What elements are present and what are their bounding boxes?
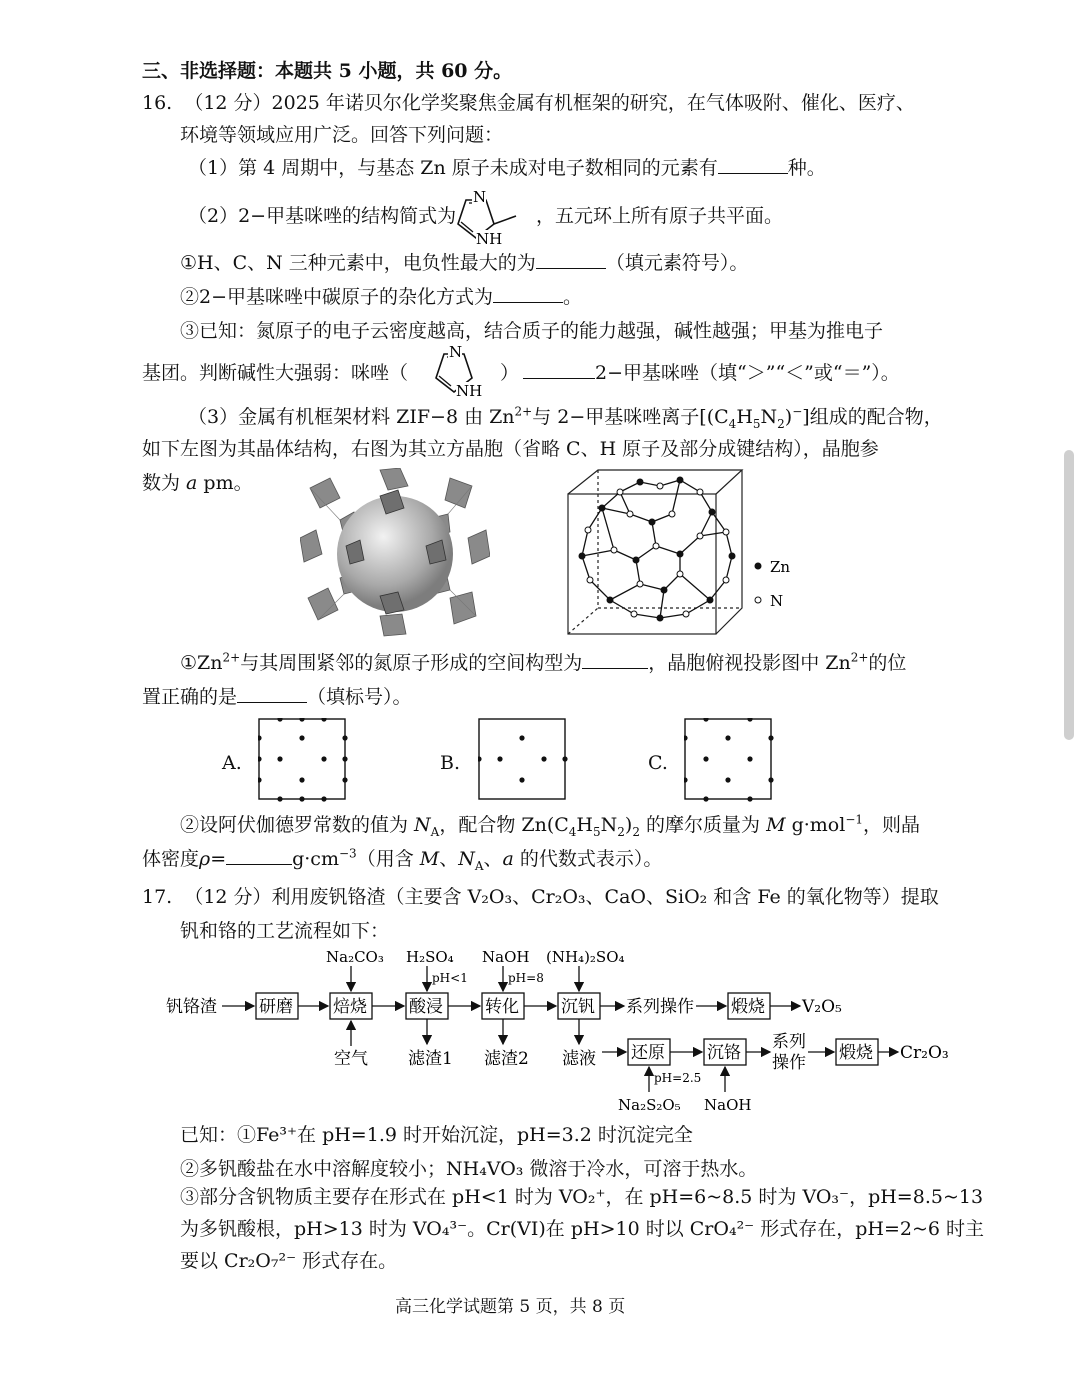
flow-product-v2o5: V₂O₅ [802, 997, 842, 1017]
q16-part1 [188, 155, 826, 181]
q16-part1-text: （1）第 4 周期中，与基态 Zn 原子未成对电子数相同的元素有 [188, 157, 718, 179]
q17-number: 17. [142, 886, 173, 908]
t: ) [624, 814, 633, 836]
flow-series-op-2a: 系列 [772, 1032, 806, 1052]
t: 4 [568, 824, 577, 839]
t: A [430, 824, 440, 839]
flow-series-op-2b: 操作 [772, 1053, 806, 1073]
t: M [419, 848, 440, 870]
flow-box-roast: 焙烧 [333, 997, 367, 1017]
q16-part2-sub3-blank[interactable] [523, 360, 595, 379]
flow-in-air: 空气 [334, 1049, 368, 1069]
q17-known1: 已知：①Fe³⁺在 pH=1.9 时开始沉淀，pH=3.2 时沉淀完全 [180, 1124, 693, 1146]
q16-sub1-blank2[interactable] [237, 684, 307, 703]
unit-cell-diagram [560, 466, 800, 636]
flow-in-nh4so4: (NH₄)₂SO₄ [546, 948, 625, 966]
flow-product-cr2o3: Cr₂O₃ [900, 1043, 949, 1063]
option-b-projection[interactable] [478, 718, 568, 802]
q16-part3-line3 [142, 470, 253, 496]
flow-in-naoh: NaOH [482, 948, 530, 966]
svg-text:N: N [449, 343, 463, 361]
option-c-label: C. [648, 752, 668, 774]
t: 2+ [514, 404, 533, 419]
legend-n-label: N [770, 592, 784, 610]
t: （用含 [356, 848, 420, 870]
t: 置正确的是 [142, 686, 238, 708]
q16-part2-sub2-blank[interactable] [493, 284, 563, 303]
t: ，配合物 Zn(C [439, 814, 569, 836]
flow-box-calcine-2: 煅烧 [839, 1043, 873, 1063]
flow-series-op-1: 系列操作 [626, 997, 694, 1017]
t: = [210, 848, 227, 870]
t: 2+ [850, 650, 869, 665]
t: ρ [199, 848, 211, 870]
q16-part2-sub3-line2-end [500, 360, 900, 386]
svg-text:NH: NH [456, 382, 483, 400]
t: M [766, 814, 786, 836]
flow-in-na2co3: Na₂CO₃ [326, 948, 384, 966]
t: A [474, 858, 484, 873]
t: 、 [439, 848, 459, 870]
t: ，晶胞俯视投影图中 Zn [648, 652, 851, 674]
flow-ph-8: pH=8 [508, 971, 544, 985]
flow-box-v-precip: 沉钒 [561, 997, 595, 1017]
flow-start: 钒铬渣 [166, 997, 217, 1017]
q16-intro-line2: 环境等领域应用广泛。回答下列问题： [180, 124, 504, 146]
q16-part2-sub2 [180, 284, 582, 310]
t: 与其周围紧邻的氮原子形成的空间构型为 [240, 652, 583, 674]
t: 、 [483, 848, 503, 870]
q16-intro-line1 [142, 90, 915, 116]
svg-text:N: N [473, 188, 487, 206]
imidazole-structure [422, 342, 502, 400]
q16-part2-end: ，五元环上所有原子共平面。 [536, 205, 784, 227]
zif8-crystal-structure-image [300, 468, 490, 638]
t: ，则晶 [863, 814, 921, 836]
t: ②设阿伏伽德罗常数的值为 [180, 814, 415, 836]
process-flowchart [160, 944, 960, 1120]
t: H [736, 406, 753, 428]
q16-part1-end: 种。 [787, 157, 826, 179]
flow-ph-lt1: pH<1 [432, 971, 468, 985]
t: pm。 [197, 472, 253, 494]
t: g·cm [292, 848, 339, 870]
q16-part2-text: （2）2−甲基咪唑的结构简式为 [188, 205, 457, 227]
t: 的摩尔质量为 [639, 814, 767, 836]
q16-part2-sub3: ③已知：氮原子的电子云密度越高，结合质子的能力越强，碱性越强；甲基为推电子 [180, 320, 884, 342]
methylimidazole-structure [436, 186, 536, 248]
flow-box-convert: 转化 [485, 997, 519, 1017]
flow-box-reduce: 还原 [631, 1043, 665, 1063]
t: 2 [777, 416, 785, 431]
q17-known4: 为多钒酸根，pH>13 时为 VO₄³⁻。Cr(VI)在 pH>10 时以 CrO₄²⁻ 形式存在，pH=2~6 时主 [180, 1218, 985, 1240]
q17-known5: 要以 Cr₂O₇²⁻ 形式存在。 [180, 1250, 398, 1272]
t: 与 2−甲基咪唑离子[(C [532, 406, 729, 428]
t: 数为 [142, 472, 187, 494]
t: 4 [728, 416, 737, 431]
q16-part3-line2: 如下左图为其晶体结构，右图为其立方晶胞（省略 C、H 原子及部分成键结构），晶胞参 [142, 438, 879, 460]
t: 2 [632, 824, 640, 839]
t: （3）金属有机框架材料 ZIF−8 由 Zn [188, 406, 515, 428]
t: N [760, 406, 778, 428]
t: ①Zn [180, 652, 223, 674]
q16-sub1-line1 [180, 650, 906, 676]
q17-line1 [142, 884, 939, 910]
q16-paren-close: ） [500, 362, 520, 384]
t: −1 [845, 812, 864, 827]
t: −3 [338, 846, 357, 861]
t: a [502, 848, 514, 870]
t: 体密度 [142, 848, 200, 870]
t: g·mol [785, 814, 846, 836]
t: 5 [593, 824, 601, 839]
q16-sub2-line1 [180, 812, 920, 838]
q16-part2-sub3-line2: 基团。判断碱性大强弱：咪唑（ [142, 362, 409, 384]
section-title: 三、非选择题：本题共 5 小题，共 60 分。 [142, 60, 513, 82]
q17-known3: ③部分含钒物质主要存在形式在 pH<1 时为 VO₂⁺，在 pH=6~8.5 时为 VO₃⁻，pH=8.5~13 [180, 1186, 984, 1208]
t: − [792, 404, 803, 419]
page-footer: 高三化学试题第 5 页，共 8 页 [395, 1297, 626, 1317]
q16-part3-line1 [188, 404, 943, 430]
q16-sub1-line2 [142, 684, 412, 710]
flow-box-grind: 研磨 [259, 997, 293, 1017]
flow-box-calcine-1: 煅烧 [731, 997, 765, 1017]
scrollbar-thumb[interactable] [1064, 450, 1074, 740]
option-c-projection[interactable] [684, 718, 774, 802]
flow-out-residue1: 滤渣1 [408, 1049, 453, 1069]
t: （填标号）。 [307, 686, 412, 708]
q16-sub1-blank1[interactable] [582, 650, 648, 669]
q16-part2-sub1-end: （填元素符号）。 [605, 252, 749, 274]
t: a [186, 472, 198, 494]
q16-part2-sub1-text: ①H、C、N 三种元素中，电负性最大的为 [180, 252, 536, 274]
q17-line2: 钒和铬的工艺流程如下： [180, 920, 390, 942]
t: N [458, 848, 475, 870]
t: ) [784, 406, 793, 428]
t: 2 [617, 824, 625, 839]
q16-part2 [188, 203, 456, 229]
t: 2+ [222, 650, 241, 665]
t: N [600, 814, 618, 836]
q16-density-blank[interactable] [226, 846, 292, 865]
q16-part2-sub3-end: 2−甲基咪唑（填“＞”“＜”或“＝”）。 [595, 362, 900, 384]
flow-box-acid-leach: 酸浸 [409, 997, 443, 1017]
option-a-label: A. [222, 752, 242, 774]
svg-text:NH: NH [476, 230, 503, 248]
t: ]组成的配合物， [802, 406, 943, 428]
q16-part2-sub1-blank[interactable] [536, 250, 606, 269]
t: 的位 [868, 652, 907, 674]
t: 5 [752, 416, 761, 431]
t: 的代数式表示）。 [513, 848, 663, 870]
flow-in-naoh-2: NaOH [704, 1096, 752, 1114]
flow-in-na2s2o5: Na₂S₂O₅ [618, 1096, 681, 1114]
q16-part2-sub2-text: ②2−甲基咪唑中碳原子的杂化方式为 [180, 286, 494, 308]
q16-part2-sub2-end: 。 [563, 286, 583, 308]
legend-zn-label: Zn [770, 558, 791, 576]
q16-part1-blank[interactable] [718, 155, 788, 174]
t: H [576, 814, 593, 836]
q16-intro1: （12 分）2025 年诺贝尔化学奖聚焦金属有机框架的研究，在气体吸附、催化、医疗、 [184, 92, 915, 114]
option-a-projection[interactable] [258, 718, 348, 802]
q16-sub2-line2 [142, 846, 662, 872]
flow-in-h2so4: H₂SO₄ [406, 948, 454, 966]
flow-box-cr-precip: 沉铬 [707, 1043, 741, 1063]
flow-ph-25: pH=2.5 [654, 1071, 702, 1085]
t: N [414, 814, 431, 836]
option-b-label: B. [440, 752, 461, 774]
flow-out-filtrate: 滤液 [562, 1049, 596, 1069]
q17-intro1: （12 分）利用废钒铬渣（主要含 V₂O₃、Cr₂O₃、CaO、SiO₂ 和含 Fe 的氧化物等）提取 [184, 886, 939, 908]
q16-number: 16. [142, 92, 173, 114]
q17-known2: ②多钒酸盐在水中溶解度较小；NH₄VO₃ 微溶于冷水，可溶于热水。 [180, 1158, 758, 1180]
q16-part2-sub1 [180, 250, 748, 276]
flow-out-residue2: 滤渣2 [484, 1049, 529, 1069]
